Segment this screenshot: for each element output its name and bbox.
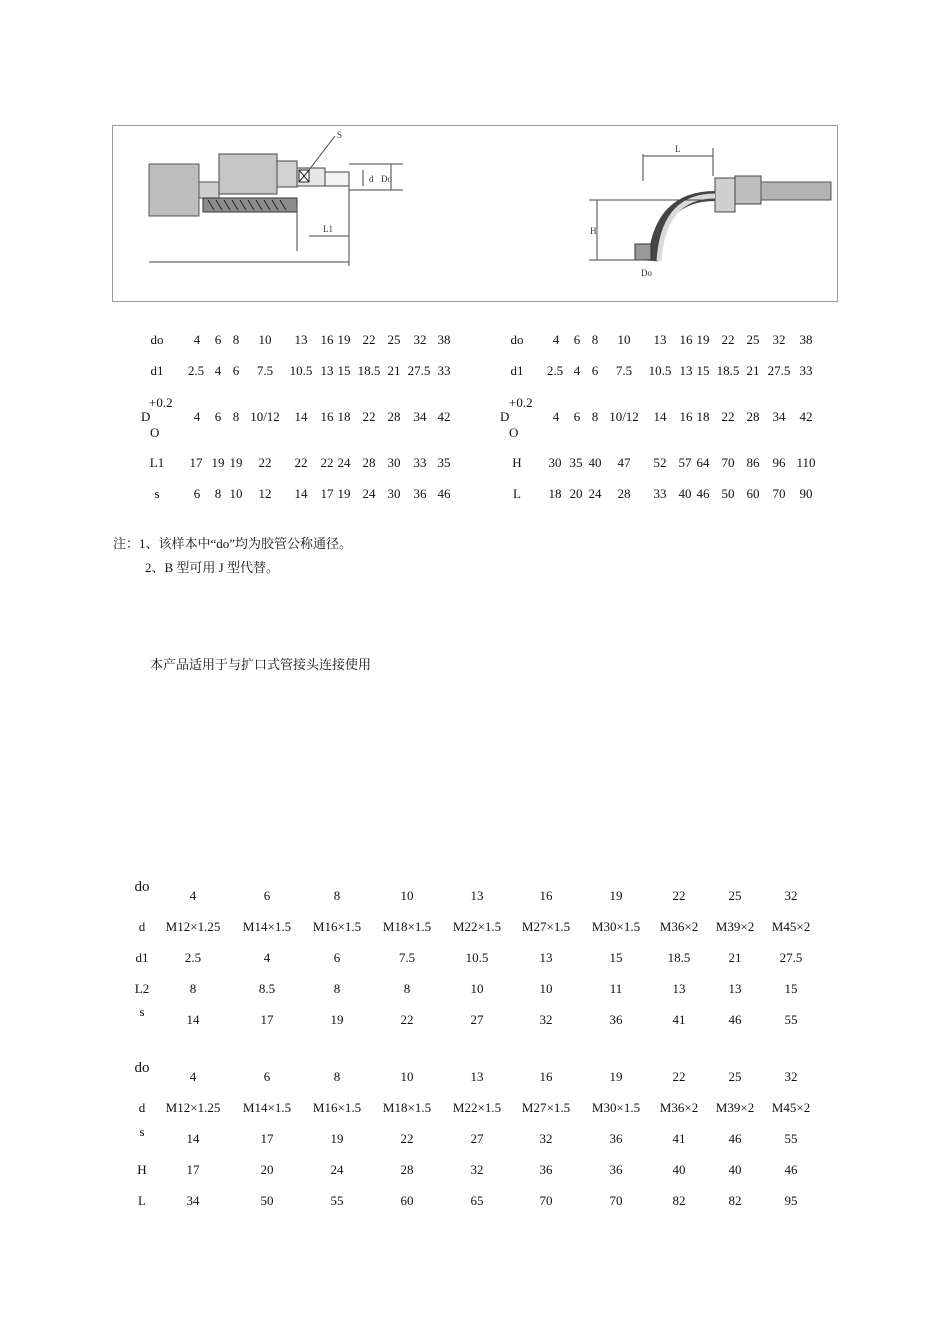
- cell: 17: [260, 1131, 274, 1146]
- cell: 36: [539, 1162, 553, 1177]
- cell: 14: [294, 486, 308, 501]
- cell: 36: [609, 1131, 623, 1146]
- cell: 24: [330, 1162, 344, 1177]
- cell: M12×1.25: [165, 1100, 221, 1115]
- cell: 55: [784, 1012, 798, 1027]
- cell: do: [150, 332, 164, 347]
- cell: 42: [799, 409, 813, 424]
- cell: 40: [678, 486, 692, 501]
- cell: L1: [149, 455, 165, 470]
- cell: 30: [548, 455, 562, 470]
- cell: 14: [186, 1012, 200, 1027]
- cell: 19: [337, 486, 351, 501]
- l1-label: L1: [323, 224, 333, 234]
- cell: 13: [653, 332, 667, 347]
- cell: 16: [679, 409, 693, 424]
- cell: 60: [746, 486, 760, 501]
- cell: 8: [333, 981, 341, 996]
- l-label: L: [675, 144, 681, 154]
- cell: 24: [337, 455, 351, 470]
- cell: 70: [772, 486, 786, 501]
- cell: M18×1.5: [382, 1100, 432, 1115]
- do-label: Do: [381, 174, 392, 184]
- cell: M12×1.25: [165, 919, 221, 934]
- cell: 21: [728, 950, 742, 965]
- cell: 6: [214, 409, 222, 424]
- cell: 40: [728, 1162, 742, 1177]
- cell: 10.5: [289, 363, 313, 378]
- cell: 46: [728, 1012, 742, 1027]
- cell: 17: [260, 1012, 274, 1027]
- cell: 24: [362, 486, 376, 501]
- row-label: O: [509, 425, 519, 440]
- cell: 10: [400, 1069, 414, 1084]
- cell: M39×2: [715, 1100, 755, 1115]
- cell: 22: [672, 1069, 686, 1084]
- product-note: 本产品适用于与扩口式管接头连接使用: [150, 657, 372, 672]
- cell: 33: [653, 486, 667, 501]
- cell: 20: [569, 486, 583, 501]
- cell: 46: [696, 486, 710, 501]
- cell: 8: [232, 409, 240, 424]
- cell: 19: [330, 1131, 344, 1146]
- cell: 82: [728, 1193, 742, 1208]
- cell: d: [138, 1100, 146, 1115]
- cell: 70: [539, 1193, 553, 1208]
- cell: 32: [470, 1162, 484, 1177]
- cell: 16: [679, 332, 693, 347]
- cell: 13: [320, 363, 334, 378]
- cell: 8: [591, 332, 599, 347]
- cell: 15: [337, 363, 351, 378]
- cell: 25: [728, 1069, 742, 1084]
- cell: 13: [294, 332, 308, 347]
- cell: 13: [679, 363, 693, 378]
- cell: 52: [653, 455, 667, 470]
- cell: 10: [539, 981, 553, 996]
- cell: 42: [437, 409, 451, 424]
- cell: 6: [263, 888, 271, 903]
- row-label: s: [139, 1004, 145, 1019]
- cell: 36: [609, 1012, 623, 1027]
- row-label: O: [150, 425, 160, 440]
- note-1: 注：1、该样本中“do”均为胶管公称通径。: [113, 536, 353, 551]
- cell: 32: [413, 332, 427, 347]
- cell: 60: [400, 1193, 414, 1208]
- cell: M16×1.5: [312, 919, 362, 934]
- cell: 46: [437, 486, 451, 501]
- cell: 14: [294, 409, 308, 424]
- cell: 33: [799, 363, 813, 378]
- cell: 2.5: [546, 363, 564, 378]
- cell: 22: [294, 455, 308, 470]
- row-label: do: [134, 1060, 150, 1076]
- cell: 32: [784, 888, 798, 903]
- cell: 27: [470, 1012, 484, 1027]
- cell: 28: [387, 409, 401, 424]
- cell: 15: [609, 950, 623, 965]
- cell: 22: [721, 409, 735, 424]
- cell: 4: [193, 332, 201, 347]
- cell: 2.5: [184, 950, 202, 965]
- cell: 30: [387, 486, 401, 501]
- cell: M45×2: [771, 919, 811, 934]
- cell: 50: [260, 1193, 274, 1208]
- cell: 4: [193, 409, 201, 424]
- h-label: H: [590, 226, 597, 236]
- cell: 70: [721, 455, 735, 470]
- cell: 6: [263, 1069, 271, 1084]
- cell: 7.5: [615, 363, 633, 378]
- cell: 16: [320, 332, 334, 347]
- cell: 8: [214, 486, 222, 501]
- do-label-right: Do: [641, 268, 652, 278]
- cell: do: [510, 332, 524, 347]
- cell: 110: [796, 455, 816, 470]
- cell: 33: [437, 363, 451, 378]
- cell: 24: [588, 486, 602, 501]
- cell: 55: [330, 1193, 344, 1208]
- cell: 15: [696, 363, 710, 378]
- cell: 12: [258, 486, 272, 501]
- cell: 22: [320, 455, 334, 470]
- cell: 27.5: [779, 950, 803, 965]
- d-label: d: [369, 174, 374, 184]
- cell: 18: [548, 486, 562, 501]
- cell: 28: [400, 1162, 414, 1177]
- cell: 4: [189, 888, 197, 903]
- cell: 47: [617, 455, 631, 470]
- cell: 28: [746, 409, 760, 424]
- cell: 34: [413, 409, 427, 424]
- row-label: do: [134, 879, 150, 895]
- cell: 18: [696, 409, 710, 424]
- elbow-fitting-drawing: [113, 126, 839, 303]
- row-label: s: [139, 1124, 145, 1139]
- cell: 10: [617, 332, 631, 347]
- cell: 96: [772, 455, 786, 470]
- cell: 40: [672, 1162, 686, 1177]
- cell: 4: [552, 332, 560, 347]
- cell: 8: [403, 981, 411, 996]
- cell: 34: [772, 409, 786, 424]
- cell: 38: [799, 332, 813, 347]
- cell: 70: [609, 1193, 623, 1208]
- cell: M27×1.5: [521, 919, 571, 934]
- cell: 95: [784, 1193, 798, 1208]
- cell: M36×2: [659, 919, 699, 934]
- cell: 25: [728, 888, 742, 903]
- cell: 32: [784, 1069, 798, 1084]
- s-label: S: [337, 130, 343, 140]
- cell: 10.5: [465, 950, 489, 965]
- technical-drawing-box: [112, 125, 838, 302]
- cell: 13: [539, 950, 553, 965]
- note-2: 2、B 型可用 J 型代替。: [145, 560, 279, 575]
- row-label: D: [141, 409, 151, 424]
- cell: 17: [189, 455, 203, 470]
- cell: 13: [728, 981, 742, 996]
- cell: 13: [470, 888, 484, 903]
- cell: 18.5: [667, 950, 691, 965]
- cell: L: [513, 486, 521, 501]
- cell: 16: [539, 888, 553, 903]
- cell: 17: [186, 1162, 200, 1177]
- cell: 33: [413, 455, 427, 470]
- cell: 28: [617, 486, 631, 501]
- cell: M27×1.5: [521, 1100, 571, 1115]
- cell: 41: [672, 1131, 686, 1146]
- cell: 28: [362, 455, 376, 470]
- cell: 46: [728, 1131, 742, 1146]
- tolerance: +0.2: [149, 395, 173, 410]
- cell: 13: [470, 1069, 484, 1084]
- cell: 8: [591, 409, 599, 424]
- cell: M36×2: [659, 1100, 699, 1115]
- cell: 19: [609, 888, 623, 903]
- cell: H: [512, 455, 522, 470]
- cell: 21: [746, 363, 760, 378]
- cell: H: [137, 1162, 147, 1177]
- cell: 18.5: [716, 363, 740, 378]
- cell: M14×1.5: [242, 919, 292, 934]
- cell: 6: [591, 363, 599, 378]
- cell: 40: [588, 455, 602, 470]
- cell: 10: [229, 486, 243, 501]
- cell: 22: [362, 409, 376, 424]
- cell: 8: [189, 981, 197, 996]
- cell: 17: [320, 486, 334, 501]
- cell: 16: [320, 409, 334, 424]
- cell: M30×1.5: [591, 1100, 641, 1115]
- cell: 13: [672, 981, 686, 996]
- cell: s: [154, 486, 160, 501]
- cell: 41: [672, 1012, 686, 1027]
- cell: 22: [400, 1012, 414, 1027]
- cell: M18×1.5: [382, 919, 432, 934]
- cell: 10: [258, 332, 272, 347]
- cell: 27.5: [767, 363, 791, 378]
- cell: 10.5: [648, 363, 672, 378]
- cell: 22: [362, 332, 376, 347]
- cell: 21: [387, 363, 401, 378]
- cell: 16: [539, 1069, 553, 1084]
- cell: 19: [211, 455, 225, 470]
- cell: 25: [387, 332, 401, 347]
- cell: L2: [134, 981, 150, 996]
- cell: M45×2: [771, 1100, 811, 1115]
- cell: 10: [400, 888, 414, 903]
- cell: 4: [189, 1069, 197, 1084]
- cell: 22: [672, 888, 686, 903]
- cell: d1: [150, 363, 164, 378]
- cell: 10/12: [609, 409, 639, 424]
- cell: 6: [232, 363, 240, 378]
- cell: 8: [333, 888, 341, 903]
- cell: 6: [573, 332, 581, 347]
- cell: 64: [696, 455, 710, 470]
- cell: 6: [333, 950, 341, 965]
- cell: 27: [470, 1131, 484, 1146]
- cell: 34: [186, 1193, 200, 1208]
- cell: M22×1.5: [452, 1100, 502, 1115]
- cell: 35: [437, 455, 451, 470]
- cell: 55: [784, 1131, 798, 1146]
- tolerance: +0.2: [509, 395, 533, 410]
- cell: 4: [214, 363, 222, 378]
- cell: 30: [387, 455, 401, 470]
- cell: 8: [333, 1069, 341, 1084]
- cell: M16×1.5: [312, 1100, 362, 1115]
- cell: 36: [609, 1162, 623, 1177]
- cell: 11: [609, 981, 623, 996]
- cell: 7.5: [398, 950, 416, 965]
- cell: 86: [746, 455, 760, 470]
- cell: 22: [400, 1131, 414, 1146]
- cell: 4: [573, 363, 581, 378]
- cell: 6: [214, 332, 222, 347]
- cell: 90: [799, 486, 813, 501]
- cell: 18.5: [357, 363, 381, 378]
- cell: 19: [609, 1069, 623, 1084]
- cell: 19: [330, 1012, 344, 1027]
- cell: d: [138, 919, 146, 934]
- cell: 8: [232, 332, 240, 347]
- cell: 22: [258, 455, 272, 470]
- cell: 4: [552, 409, 560, 424]
- cell: M14×1.5: [242, 1100, 292, 1115]
- cell: 15: [784, 981, 798, 996]
- cell: 57: [678, 455, 692, 470]
- cell: 10: [470, 981, 484, 996]
- cell: 6: [193, 486, 201, 501]
- cell: L: [138, 1193, 146, 1208]
- cell: 35: [569, 455, 583, 470]
- row-label: D: [500, 409, 510, 424]
- cell: 19: [696, 332, 710, 347]
- cell: 32: [539, 1012, 553, 1027]
- cell: 18: [337, 409, 351, 424]
- cell: 25: [746, 332, 760, 347]
- cell: 6: [573, 409, 581, 424]
- cell: 4: [263, 950, 271, 965]
- cell: 32: [539, 1131, 553, 1146]
- cell: d1: [135, 950, 149, 965]
- cell: 36: [413, 486, 427, 501]
- cell: 38: [437, 332, 451, 347]
- cell: 19: [337, 332, 351, 347]
- cell: d1: [510, 363, 524, 378]
- cell: 27.5: [407, 363, 431, 378]
- cell: 10/12: [250, 409, 280, 424]
- cell: 50: [721, 486, 735, 501]
- cell: M30×1.5: [591, 919, 641, 934]
- cell: 8.5: [258, 981, 276, 996]
- cell: 14: [653, 409, 667, 424]
- cell: 22: [721, 332, 735, 347]
- cell: 2.5: [187, 363, 205, 378]
- cell: M22×1.5: [452, 919, 502, 934]
- cell: 65: [470, 1193, 484, 1208]
- cell: 32: [772, 332, 786, 347]
- cell: 14: [186, 1131, 200, 1146]
- cell: M39×2: [715, 919, 755, 934]
- cell: 82: [672, 1193, 686, 1208]
- cell: 7.5: [256, 363, 274, 378]
- cell: 46: [784, 1162, 798, 1177]
- cell: 20: [260, 1162, 274, 1177]
- cell: 19: [229, 455, 243, 470]
